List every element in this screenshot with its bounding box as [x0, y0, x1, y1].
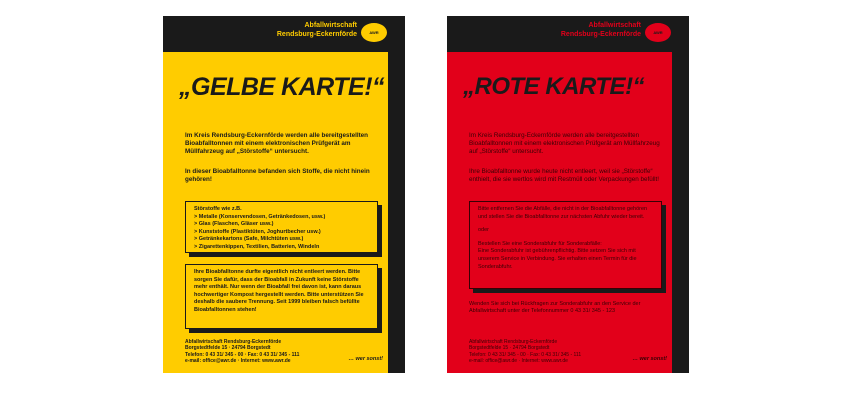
footer-contact: Abfallwirtschaft Rendsburg-Eckernförde Borgstedtfelde 15 · 24794 Borgstedt Telefon: 0 43 31/ 345 - 00 · Fax: 0 43 31/ 345 - 111 e-mail: office@awr.de · Internet: www.awr.de	[185, 339, 300, 364]
signoff-text: … wer sonst!	[632, 356, 667, 362]
list-item: > Metalle (Konservendosen, Getränkedosen, usw.)	[194, 213, 326, 220]
note-box	[185, 264, 378, 329]
black-side-stripe	[388, 16, 405, 373]
header-bar	[447, 16, 689, 52]
list-item: > Glas (Flaschen, Gläser usw.)	[194, 221, 274, 228]
organization-name: Abfallwirtschaft Rendsburg-Eckernförde	[276, 22, 357, 38]
intro-text: Im Kreis Rendsburg-Eckernförde werden alle bereitgestellten Bioabfalltonnen mit einem elektronischen Prüfgerät am Müllfahrzeug auf „Störstoffe“ untersucht.	[469, 132, 660, 156]
note-text: Ihre Bioabfalltonne durfte eigentlich nicht entleert werden. Bitte sorgen Sie dafür, dass der Bioabfall in Zukunft keine Störstoffe mehr enthält. Nur wenn der Bioabfall frei davon ist, kann daraus hochwertiger Kompost hergestellt werden. Bitte unterstützen Sie deshalb die saubere Trennung. Seit 1999 bleiben falsch befüllte Bioabfalltonnen stehen!	[194, 269, 364, 313]
instructions-box	[469, 201, 662, 289]
list-item: > Getränkekartons (Safe, Milchtüten usw.)	[194, 236, 304, 243]
contact-text: Wenden Sie sich bei Rückfragen zur Sonderabfuhr an den Service der Abfallwirtschaft unter der Telefonnummer 0 43 31/ 345 - 123	[469, 301, 641, 314]
organization-name: Abfallwirtschaft Rendsburg-Eckernförde	[560, 22, 641, 38]
card-title: „ROTE KARTE!“	[463, 73, 645, 100]
instruction-text: Bitte entfernen Sie die Abfälle, die nicht in der Bioabfalltonne gehören und stellen Sie die Bioabfalltonne zur nächsten Abfuhr wieder bereit.	[478, 206, 648, 220]
black-side-stripe	[672, 16, 689, 373]
special-pickup-heading: Bestellen Sie eine Sonderabfuhr für Sonderabfälle:	[478, 240, 602, 247]
awr-logo-icon: AWR	[361, 23, 387, 42]
header-bar	[163, 16, 405, 52]
or-text: oder	[478, 227, 490, 234]
list-heading: Störstoffe wie z.B.	[194, 206, 242, 212]
found-text: In dieser Bioabfalltonne befanden sich Stoffe, die nicht hinein gehören!	[185, 168, 370, 184]
found-text: Ihre Bioabfalltonne wurde heute nicht entleert, weil sie „Störstoffe“ enthielt, die sie wertlos wird mit Restmüll oder Verpackungen befüllt!	[469, 168, 660, 184]
red-card	[447, 16, 689, 373]
special-pickup-text: Eine Sonderabfuhr ist gebührenpflichtig. Bitte setzen Sie sich mit unserem Service in Verbindung. Sie erhalten einen Termin für die Sonderabfuhr.	[478, 248, 637, 270]
card-title: „GELBE KARTE!“	[179, 73, 385, 101]
footer-contact: Abfallwirtschaft Rendsburg-Eckernförde Borgstedtfelde 15 · 24794 Borgstedt Telefon: 0 43 31/ 345 - 00 · Fax: 0 43 31/ 345 - 111 e-mail: office@awr.de · Internet: www.awr.de	[469, 339, 582, 364]
list-item: > Zigarettenkippen, Textilien, Batterien, Windeln	[194, 243, 320, 250]
awr-logo-icon: AWR	[645, 23, 671, 42]
yellow-card	[163, 16, 405, 373]
signoff-text: … wer sonst!	[348, 356, 383, 362]
list-item: > Kunststoffe (Plastiktüten, Joghurtbecher usw.)	[194, 228, 321, 235]
intro-text: Im Kreis Rendsburg-Eckernförde werden alle bereitgestellten Bioabfalltonnen mit einem elektronischen Prüfgerät am Müllfahrzeug auf „Störstoffe“ untersucht.	[185, 132, 369, 156]
contaminants-box	[185, 201, 378, 253]
